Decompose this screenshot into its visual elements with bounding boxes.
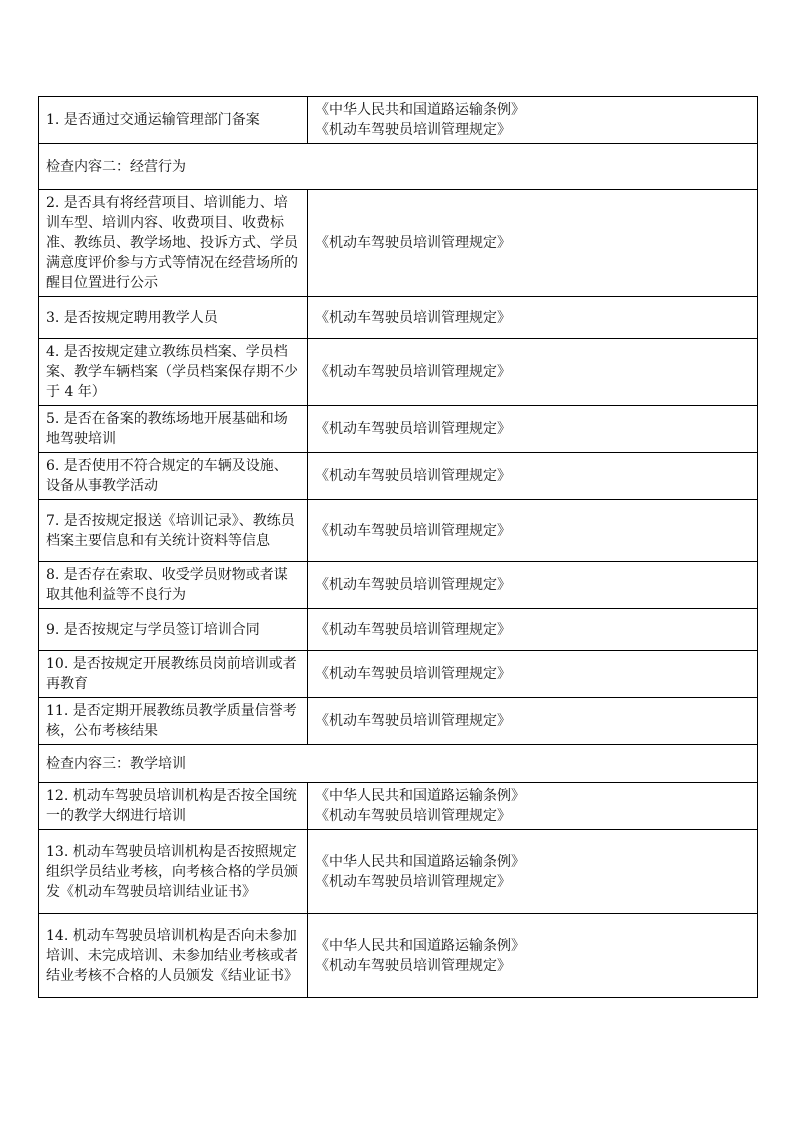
check-item-cell: 9. 是否按规定与学员签订培训合同 [39,609,308,651]
legal-basis-cell: 《机动车驾驶员培训管理规定》 [308,500,758,562]
section-title: 检查内容二：经营行为 [39,144,758,190]
check-item-cell: 5. 是否在备案的教练场地开展基础和场地驾驶培训 [39,406,308,453]
table-row [39,297,758,339]
legal-basis-cell: 《机动车驾驶员培训管理规定》 [308,651,758,698]
table-row [39,609,758,651]
check-item-cell: 3. 是否按规定聘用教学人员 [39,297,308,339]
table-row [39,914,758,998]
check-item-cell: 12. 机动车驾驶员培训机构是否按全国统一的教学大纲进行培训 [39,783,308,830]
legal-basis-cell: 《机动车驾驶员培训管理规定》 [308,339,758,406]
table-row [39,406,758,453]
check-item-cell: 2. 是否具有将经营项目、培训能力、培训车型、培训内容、收费项目、收费标准、教练员、教学场地、投诉方式、学员满意度评价参与方式等情况在经营场所的醒目位置进行公示 [39,190,308,297]
table-row [39,500,758,562]
check-item-cell: 8. 是否存在索取、收受学员财物或者谋取其他利益等不良行为 [39,562,308,609]
legal-basis-cell: 《机动车驾驶员培训管理规定》 [308,297,758,339]
table-row [39,562,758,609]
legal-basis-cell: 《中华人民共和国道路运输条例》 《机动车驾驶员培训管理规定》 [308,783,758,830]
check-item-cell: 7. 是否按规定报送《培训记录》、教练员档案主要信息和有关统计资料等信息 [39,500,308,562]
legal-basis-cell: 《中华人民共和国道路运输条例》 《机动车驾驶员培训管理规定》 [308,914,758,998]
table-row [39,339,758,406]
legal-basis-cell: 《机动车驾驶员培训管理规定》 [308,190,758,297]
legal-basis-cell: 《机动车驾驶员培训管理规定》 [308,698,758,745]
legal-basis-cell: 《机动车驾驶员培训管理规定》 [308,453,758,500]
legal-basis-cell: 《中华人民共和国道路运输条例》 《机动车驾驶员培训管理规定》 [308,97,758,144]
check-item-cell: 13. 机动车驾驶员培训机构是否按照规定组织学员结业考核，向考核合格的学员颁发《机动车驾驶员培训结业证书》 [39,830,308,914]
section-title: 检查内容三：教学培训 [39,745,758,783]
table-row [39,830,758,914]
legal-basis-cell: 《中华人民共和国道路运输条例》 《机动车驾驶员培训管理规定》 [308,830,758,914]
section-header-row [39,745,758,783]
check-item-cell: 6. 是否使用不符合规定的车辆及设施、设备从事教学活动 [39,453,308,500]
check-item-cell: 14. 机动车驾驶员培训机构是否向未参加培训、未完成培训、未参加结业考核或者结业考核不合格的人员颁发《结业证书》 [39,914,308,998]
table-row [39,97,758,144]
table-row [39,651,758,698]
inspection-table-body [39,97,758,998]
check-item-cell: 10. 是否按规定开展教练员岗前培训或者再教育 [39,651,308,698]
table-row [39,190,758,297]
check-item-cell: 1. 是否通过交通运输管理部门备案 [39,97,308,144]
inspection-table [38,96,758,998]
legal-basis-cell: 《机动车驾驶员培训管理规定》 [308,562,758,609]
table-row [39,783,758,830]
section-header-row [39,144,758,190]
check-item-cell: 4. 是否按规定建立教练员档案、学员档案、教学车辆档案（学员档案保存期不少于 4 年） [39,339,308,406]
legal-basis-cell: 《机动车驾驶员培训管理规定》 [308,406,758,453]
legal-basis-cell: 《机动车驾驶员培训管理规定》 [308,609,758,651]
table-row [39,698,758,745]
table-row [39,453,758,500]
check-item-cell: 11. 是否定期开展教练员教学质量信誉考核，公布考核结果 [39,698,308,745]
